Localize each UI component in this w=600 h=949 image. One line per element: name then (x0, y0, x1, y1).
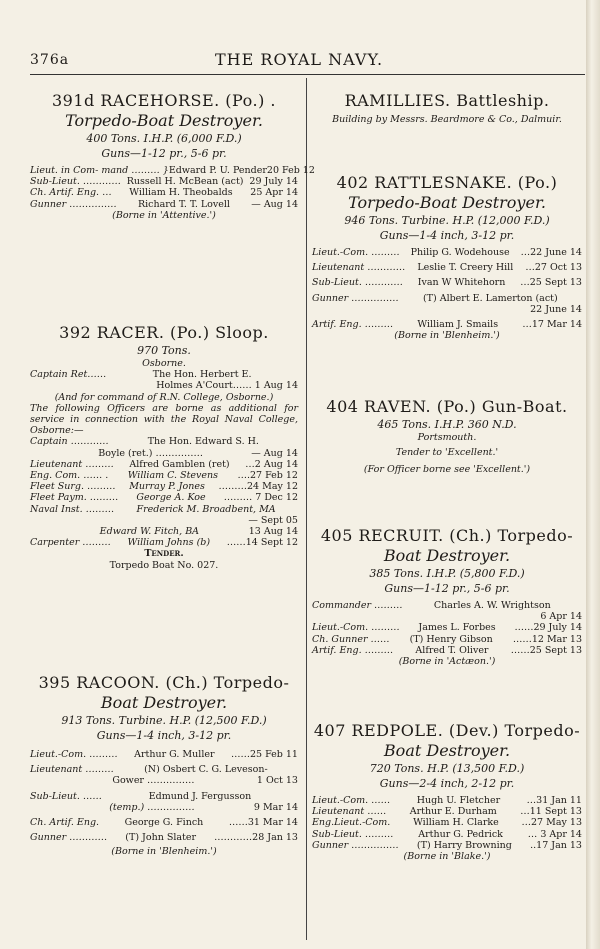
officer-line: Gunner …………… (T) Albert E. Lamerton (act) (312, 292, 558, 304)
entry-note: (Borne in 'Blenheim.') (394, 330, 500, 342)
officer-line: Holmes A'Court…… 1 Aug 14 (156, 380, 298, 392)
officer-line: Sub-Lieut. …… Edmund J. Fergusson (30, 790, 252, 802)
entry-note: Building by Messrs. Beardmore & Co., Dalmuir. (332, 114, 562, 125)
officer-line: Naval Inst. ……… Frederick M. Broadbent, MA (30, 503, 276, 515)
entry-spec: 970 Tons. (137, 344, 191, 357)
entry-recruit (312, 525, 582, 667)
header-rule (30, 74, 585, 75)
officer-line: Gower …………… 1 Oct 13 (112, 775, 298, 787)
officer-line: Gunner …………… (T) Harry Browning ..17 Jan 13 (312, 839, 582, 851)
entry-racoon (30, 672, 298, 858)
entry-title: 392 RACER. (Po.) Sloop. (59, 323, 269, 342)
officer-line: Lieutenant ………… Leslie T. Creery Hill …27 Oct 13 (312, 262, 582, 274)
entry-spec: 400 Tons. I.H.P. (6,000 F.D.) (86, 132, 242, 145)
entry-paragraph: The following Officers are borne as additional for service in connection with the Royal Naval College, Osborne:— (30, 402, 298, 437)
officer-line: Gunner ………… (T) John Slater …………28 Jan 13 (30, 832, 298, 844)
entry-subtitle: Boat Destroyer. (383, 546, 511, 565)
entry-title: 407 REDPOLE. (Dev.) Torpedo- (313, 721, 581, 740)
officer-line: Captain Ret…… The Hon. Herbert E. (30, 369, 252, 381)
officer-line: Eng. Com. …… . William C. Stevens ….27 Feb 12 (30, 470, 298, 482)
officer-line: Sub-Lieut. ……… Arthur G. Pedrick … 3 Apr 14 (312, 828, 582, 840)
entry-redpole (312, 720, 582, 862)
officer-line: Lieutenant …… Arthur E. Durham …11 Sept 13 (312, 806, 582, 818)
officer-line: Fleet Surg. ……… Murray P. Jones ………24 May 12 (30, 481, 298, 493)
entry-spec: 720 Tons. H.P. (13,500 F.D.) (369, 762, 525, 775)
entry-ramillies (312, 90, 582, 125)
officer-line: Commander ……… Charles A. W. Wrightson (312, 600, 551, 611)
entry-title: 391d RACEHORSE. (Po.) . (51, 91, 277, 110)
officer-line: Carpenter ……… William Johns (b) ……14 Sept 12 (30, 537, 298, 549)
officer-line: Lieut.-Com. ……… Philip G. Wodehouse …22 June 14 (312, 247, 582, 258)
running-header (30, 50, 580, 72)
entry-note: (For Officer borne see 'Excellent.') (363, 464, 531, 476)
officer-line: Lieut.-Com. …… Hugh U. Fletcher …31 Jan 11 (312, 795, 582, 806)
entry-spec: 913 Tons. Turbine. H.P. (12,500 F.D.) (61, 714, 267, 727)
officer-line: (temp.) …………… 9 Mar 14 (109, 801, 298, 813)
page-number: 376a (30, 52, 70, 68)
entry-title: 404 RAVEN. (Po.) Gun-Boat. (326, 397, 568, 416)
officer-line: Lieut. in Com- mand ……… } Edward P. U. Pender 20 Feb 12 (30, 165, 315, 176)
officer-line: Captain ………… The Hon. Edward S. H. (30, 436, 259, 448)
entry-spec: 946 Tons. Turbine. H.P. (12,000 F.D.) (344, 214, 550, 227)
entry-guns: Guns—1-4 inch, 3-12 pr. (96, 729, 232, 742)
officer-line: Ch. Artif. Eng. George G. Finch ……31 Mar 14 (30, 817, 298, 829)
entry-subtitle: Boat Destroyer. (383, 741, 511, 760)
officer-line: Ch. Gunner …… (T) Henry Gibson ……12 Mar 13 (312, 633, 582, 645)
officer-line: Artif. Eng. ……… Alfred T. Oliver ……25 Sept 13 (312, 644, 582, 656)
entry-subtitle: Torpedo-Boat Destroyer. (348, 193, 546, 212)
tender-label: Tender. (144, 548, 184, 560)
page-edge (586, 0, 600, 949)
entry-note: (And for command of R.N. College, Osborne.) (54, 391, 274, 403)
entry-guns: Guns—1-12 pr., 5-6 pr. (101, 147, 227, 160)
entry-title: 405 RECRUIT. (Ch.) Torpedo- (320, 526, 574, 545)
entry-title: 395 RACOON. (Ch.) Torpedo- (38, 673, 290, 692)
column-divider (306, 78, 307, 940)
officer-line: Ch. Artif. Eng. … William H. Theobalds 25 Apr 14 (30, 187, 298, 199)
officer-line: Eng.Lieut.-Com. William H. Clarke …27 May 13 (312, 817, 582, 829)
entry-rattlesnake (312, 172, 582, 341)
officer-line: Edward W. Fitch, BA 13 Aug 14 (99, 526, 298, 538)
officer-line: 22 June 14 (530, 303, 582, 315)
officer-line: Lieutenant ……… (N) Osbert C. G. Leveson- (30, 764, 268, 776)
entry-subtitle: Boat Destroyer. (100, 693, 228, 712)
officer-line: Sub-Lieut. ………… Russell H. McBean (act) 29 July 14 (30, 176, 298, 188)
entry-guns: Guns—1-12 pr., 5-6 pr. (384, 582, 510, 595)
entry-spec: 385 Tons. I.H.P. (5,800 F.D.) (369, 567, 525, 580)
entry-raven (312, 396, 582, 476)
officer-line: Artif. Eng. ……… William J. Smails …17 Mar 14 (312, 319, 582, 331)
page-title: THE ROYAL NAVY. (215, 50, 384, 69)
entry-subtitle: Torpedo-Boat Destroyer. (65, 111, 263, 130)
entry-note: (Borne in 'Blake.') (403, 851, 491, 863)
officer-line: Lieut.-Com. ……… James L. Forbes ……29 July 14 (312, 622, 582, 634)
entry-title: 402 RATTLESNAKE. (Po.) (336, 173, 558, 192)
entry-note: (Borne in 'Attentive.') (112, 209, 216, 221)
entry-spec: 465 Tons. I.H.P. 360 N.D. (377, 418, 517, 431)
officer-line: Fleet Paym. ……… George A. Koe ……… 7 Dec 12 (30, 492, 298, 504)
entry-base: Portsmouth. (417, 432, 477, 443)
entry-base: Osborne. (142, 358, 186, 369)
officer-line: Sub-Lieut. ………… Ivan W Whitehorn …25 Sept 13 (312, 277, 582, 289)
entry-guns: Guns—2-4 inch, 2-12 pr. (379, 777, 515, 790)
entry-title: RAMILLIES. Battleship. (344, 91, 550, 110)
officer-line: Boyle (ret.) …………… — Aug 14 (98, 447, 298, 459)
tender-name: Torpedo Boat No. 027. (109, 559, 219, 571)
entry-racer (30, 322, 298, 571)
officer-line: Gunner …………… Richard T. T. Lovell — Aug 14 (30, 198, 298, 210)
tender-name: Tender to 'Excellent.' (395, 447, 499, 459)
entry-note: (Borne in 'Actæon.') (398, 656, 496, 668)
officer-line: 6 Apr 14 (540, 611, 582, 623)
entry-note: (Borne in 'Blenheim.') (111, 846, 217, 858)
officer-line: Lieutenant ……… Alfred Gamblen (ret) …2 Aug 14 (30, 458, 298, 470)
entry-racehorse (30, 90, 315, 221)
officer-line: Lieut.-Com. ……… Arthur G. Muller ……25 Feb 11 (30, 749, 298, 760)
entry-guns: Guns—1-4 inch, 3-12 pr. (379, 229, 515, 242)
officer-line: — Sept 05 (248, 514, 298, 526)
